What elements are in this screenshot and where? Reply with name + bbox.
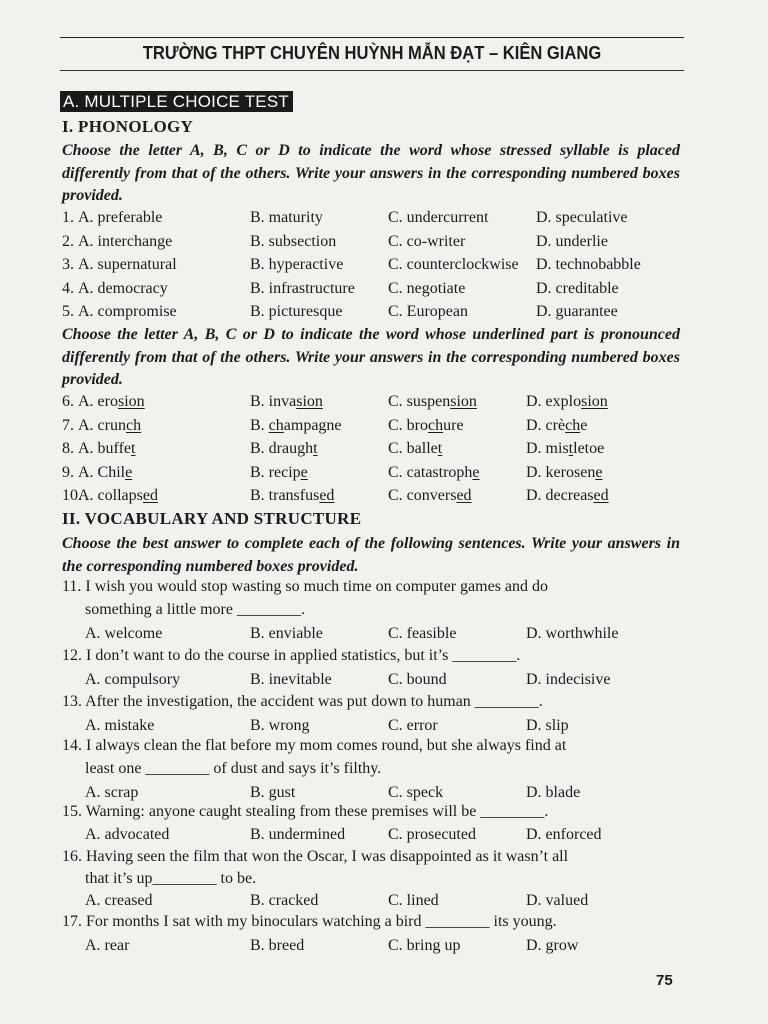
option-a — [78, 414, 141, 437]
option-b — [250, 484, 334, 507]
option-a — [78, 461, 132, 484]
option-d: D. grow — [526, 937, 579, 954]
option-d: D. creditable — [536, 279, 619, 297]
question-16-options — [62, 889, 682, 912]
option-c: C. bring up — [388, 937, 461, 954]
underlined-part: ch — [565, 416, 581, 434]
question-14-stem-cont: least one ________ of dust and says it’s filthy. — [85, 760, 382, 777]
word-part: B. draugh — [250, 440, 314, 457]
stress-instruction: Choose the letter A, B, C or D to indicate the word whose stressed syllable is placed differently from that of the others. Write your answers in the corresponding numbered boxes provided. — [62, 142, 680, 204]
underlined-part: t — [568, 440, 574, 457]
question-number: 10. — [62, 487, 82, 504]
word-part: A. Chil — [78, 463, 126, 481]
option-d: D. enforced — [526, 826, 602, 843]
word-part: C. convers — [388, 487, 457, 504]
word-part: D. kerosen — [526, 463, 596, 481]
option-c — [388, 414, 464, 437]
word-part: B. recip — [250, 463, 301, 481]
pronunciation-question-row — [62, 484, 682, 507]
option-d: D. underlie — [536, 232, 608, 250]
option-a — [78, 390, 145, 413]
option-c: C. negotiate — [388, 279, 466, 297]
option-a: A. compulsory — [85, 671, 181, 688]
vocabulary-heading: II. VOCABULARY AND STRUCTURE — [62, 509, 362, 528]
question-16-stem: 16. Having seen the film that won the Oscar, I was disappointed as it wasn’t all — [62, 848, 569, 865]
word-part: D. mis — [526, 440, 569, 457]
option-d — [526, 437, 604, 460]
option-a: A. creased — [85, 892, 153, 909]
underlined-part: sion — [296, 393, 323, 410]
option-d: D. valued — [526, 892, 589, 909]
option-c: C. speck — [388, 784, 444, 801]
option-b — [250, 390, 323, 413]
question-number: 2. — [62, 232, 74, 250]
option-b: B. gust — [250, 784, 296, 801]
word-part: ure — [443, 416, 464, 434]
option-b: B. infrastructure — [250, 279, 355, 297]
option-c — [388, 437, 442, 460]
underlined-part: t — [437, 440, 443, 457]
word-part: A. collaps — [78, 487, 143, 504]
question-13-options — [62, 714, 682, 737]
pronunciation-question-row — [62, 437, 682, 460]
underlined-part: ch — [428, 416, 444, 434]
word-part: D. crè — [526, 416, 566, 434]
header-top-rule — [60, 37, 684, 38]
word-part: B. transfus — [250, 487, 320, 504]
underlined-part: sion — [117, 393, 145, 410]
word-part: A. buffe — [78, 440, 132, 457]
underlined-part: e — [300, 463, 308, 481]
vocabulary-instruction: Choose the best answer to complete each of the following sentences. Write your answers in the corresponding numbered boxes provided. — [62, 535, 680, 575]
word-part: A. crun — [78, 416, 126, 434]
word-part: A. ero — [78, 393, 118, 410]
word-part: C. suspen — [388, 393, 451, 410]
option-d: D. speculative — [536, 209, 628, 226]
option-a: A. welcome — [85, 625, 163, 642]
option-c: C. counterclockwise — [388, 256, 519, 273]
word-part: D. decreas — [526, 487, 594, 504]
underlined-part: e — [472, 463, 480, 481]
pronunciation-instruction: Choose the letter A, B, C or D to indicate the word whose underlined part is pronounced differently from that of the others. Write your answers in the corresponding numbered boxes provided. — [62, 326, 680, 388]
option-b: B. picturesque — [250, 303, 343, 320]
option-c: C. bound — [388, 671, 447, 688]
question-number: 4. — [62, 279, 74, 297]
option-c: C. lined — [388, 892, 439, 909]
option-c: C. error — [388, 717, 438, 734]
stress-question-row — [62, 230, 682, 253]
question-14-stem: 14. I always clean the flat before my mom comes round, but she always find at — [62, 737, 567, 754]
pronunciation-question-row — [62, 414, 682, 437]
word-part: C. balle — [388, 440, 438, 457]
option-d — [526, 390, 608, 413]
page-number: 75 — [656, 972, 673, 989]
underlined-part: ed — [319, 487, 335, 504]
option-c: C. European — [388, 303, 468, 320]
question-11-options — [62, 622, 682, 645]
option-d: D. indecisive — [526, 671, 611, 688]
option-d: D. worthwhile — [526, 625, 619, 642]
stress-question-row — [62, 277, 682, 300]
option-a — [78, 484, 158, 507]
option-a: A. supernatural — [78, 256, 177, 273]
word-part: e — [580, 416, 588, 434]
option-c: C. co-writer — [388, 232, 466, 250]
option-c — [388, 484, 472, 507]
pronunciation-question-row — [62, 390, 682, 413]
question-number: 3. — [62, 256, 74, 273]
question-11-stem: 11. I wish you would stop wasting so much time on computer games and do — [62, 578, 549, 595]
option-b — [250, 437, 318, 460]
option-a: A. rear — [85, 937, 130, 954]
underlined-part: ch — [125, 416, 142, 434]
option-a: A. mistake — [85, 717, 155, 734]
question-13-stem: 13. After the investigation, the accident was put down to human ________. — [62, 693, 543, 710]
option-a: A. democracy — [78, 279, 168, 297]
option-a — [78, 437, 135, 460]
question-number: 5. — [62, 303, 74, 320]
option-b — [250, 461, 308, 484]
header-bottom-rule — [60, 70, 684, 71]
option-d — [526, 461, 602, 484]
option-b: B. undermined — [250, 826, 346, 843]
word-part: letoe — [573, 440, 605, 457]
option-b — [250, 414, 342, 437]
option-c: C. undercurrent — [388, 209, 489, 226]
option-b: B. enviable — [250, 625, 323, 642]
option-d: D. guarantee — [536, 303, 618, 320]
option-b: B. cracked — [250, 892, 319, 909]
underlined-part: ed — [593, 487, 609, 504]
question-15-options — [62, 823, 682, 846]
option-b: B. subsection — [250, 232, 337, 250]
underlined-part: t — [313, 440, 318, 457]
option-a: A. compromise — [78, 303, 177, 320]
page-header: TRƯỜNG THPT CHUYÊN HUỲNH MẪN ĐẠT – KIÊN GIANG — [142, 43, 602, 63]
section-label: A. MULTIPLE CHOICE TEST — [60, 91, 293, 112]
underlined-part: e — [595, 463, 603, 481]
underlined-part: sion — [581, 393, 608, 410]
option-c: C. prosecuted — [388, 826, 476, 843]
option-c — [388, 461, 480, 484]
option-a: A. advocated — [85, 826, 170, 843]
question-number: 7. — [62, 416, 74, 434]
option-b: B. maturity — [250, 209, 323, 226]
option-d: D. blade — [526, 784, 581, 801]
option-d — [526, 414, 587, 437]
option-d: D. slip — [526, 717, 569, 734]
question-11-stem-cont: something a little more ________. — [85, 601, 305, 618]
question-12-stem: 12. I don’t want to do the course in applied statistics, but it’s ________. — [62, 647, 521, 664]
question-number: 6. — [62, 393, 74, 410]
option-a: A. preferable — [78, 209, 163, 226]
option-d: D. technobabble — [536, 256, 641, 273]
stress-question-row — [62, 206, 682, 229]
option-c: C. feasible — [388, 625, 457, 642]
option-b: B. inevitable — [250, 671, 332, 688]
underlined-part: e — [125, 463, 133, 481]
option-c — [388, 390, 477, 413]
pronunciation-question-row — [62, 461, 682, 484]
word-part: C. bro — [388, 416, 428, 434]
word-part: B. — [250, 416, 269, 434]
option-b: B. breed — [250, 937, 305, 954]
stress-question-row — [62, 253, 682, 276]
underlined-part: ed — [142, 487, 158, 504]
underlined-part: t — [131, 440, 136, 457]
underlined-part: ch — [268, 416, 284, 434]
question-number: 1. — [62, 209, 74, 226]
underlined-part: ed — [456, 487, 472, 504]
option-a: A. interchange — [78, 232, 173, 250]
question-number: 8. — [62, 440, 74, 457]
word-part: C. catastroph — [388, 463, 473, 481]
option-a: A. scrap — [85, 784, 139, 801]
option-b: B. hyperactive — [250, 256, 344, 273]
word-part: ampagne — [283, 416, 342, 434]
word-part: B. inva — [250, 393, 297, 410]
question-number: 9. — [62, 463, 74, 481]
question-15-stem: 15. Warning: anyone caught stealing from these premises will be ________. — [62, 803, 549, 820]
stress-question-row — [62, 300, 682, 323]
option-d — [526, 484, 609, 507]
question-16-stem-cont: that it’s up________ to be. — [85, 870, 257, 887]
word-part: D. explo — [526, 393, 582, 410]
question-17-options — [62, 934, 682, 957]
underlined-part: sion — [450, 393, 477, 410]
question-17-stem: 17. For months I sat with my binoculars watching a bird ________ its young. — [62, 913, 557, 930]
phonology-heading: I. PHONOLOGY — [62, 117, 194, 136]
option-b: B. wrong — [250, 717, 310, 734]
question-12-options — [62, 668, 682, 691]
